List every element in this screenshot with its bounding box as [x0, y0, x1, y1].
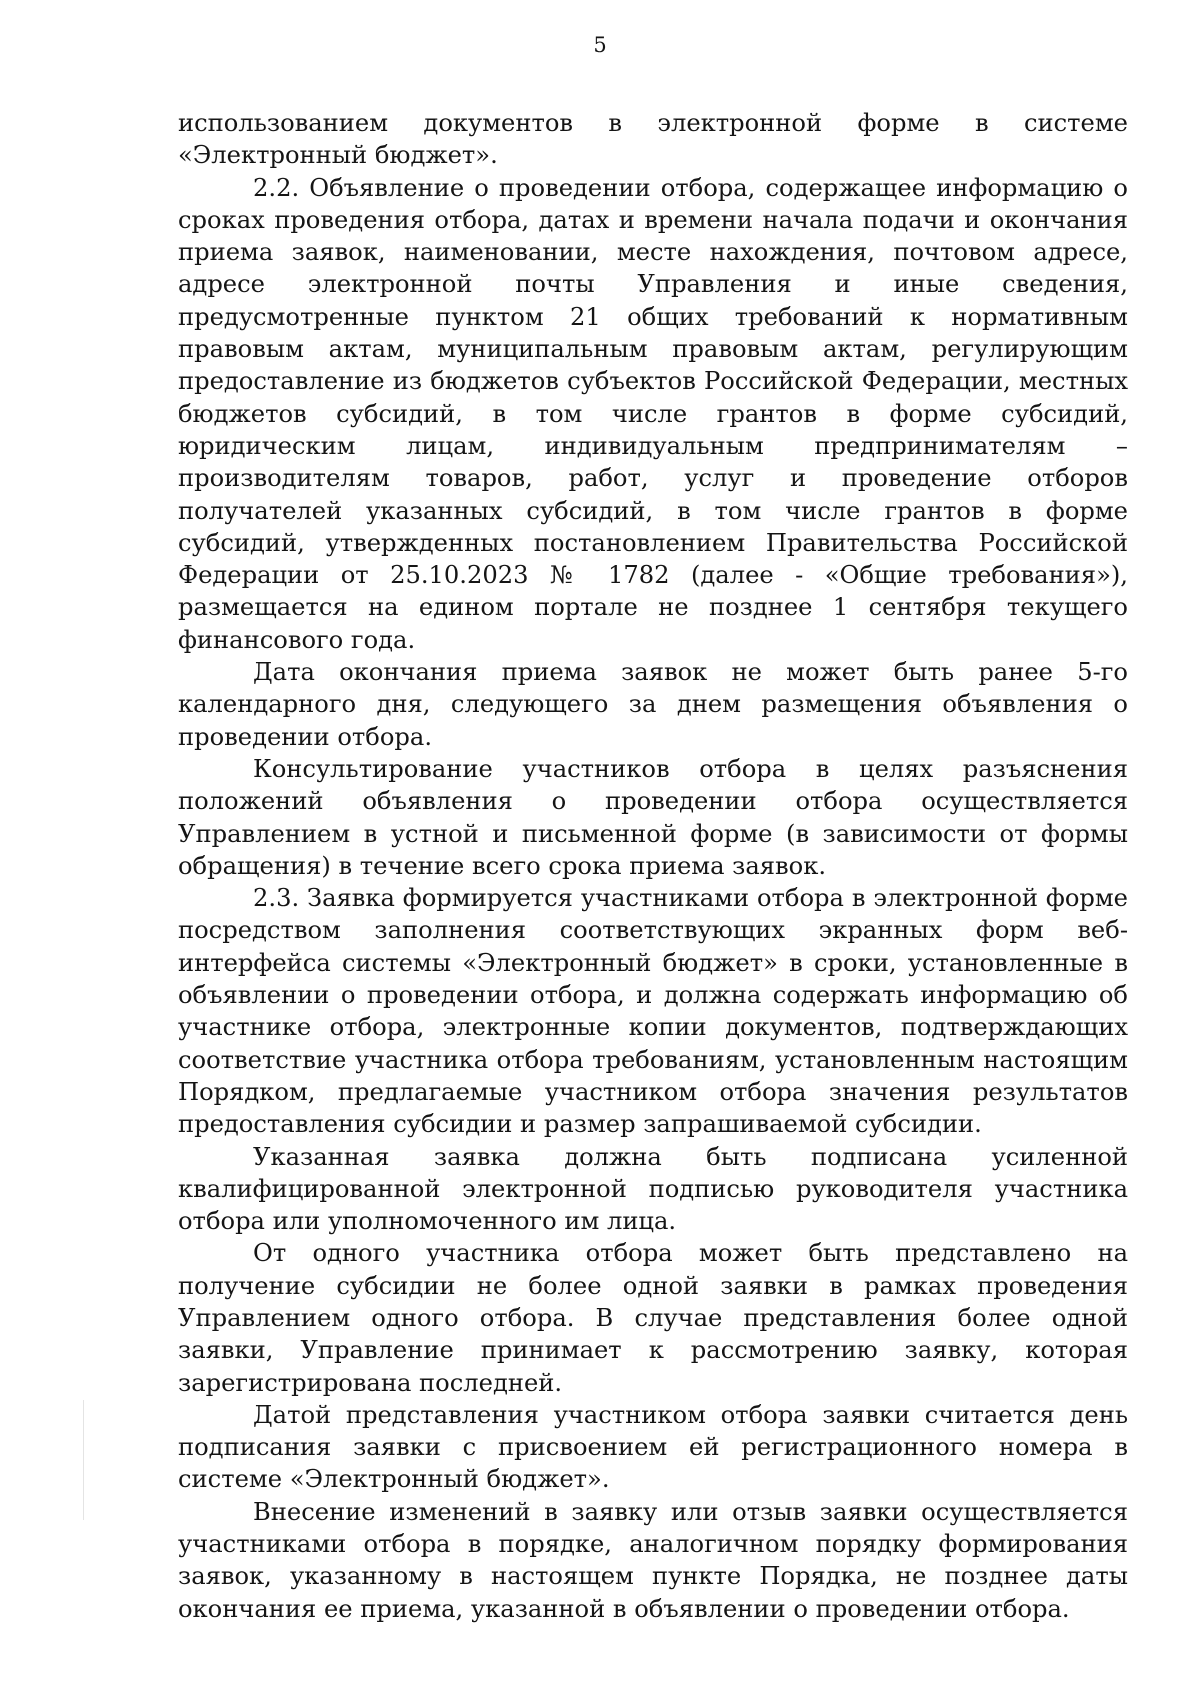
document-body — [178, 107, 1128, 1625]
paragraph-signature: Указанная заявка должна быть подписана усиленной квалифицированной электронной подписью руководителя участника отбора или уполномоченного им лица. — [178, 1142, 1128, 1236]
paragraph-2-3-application: 2.3. Заявка формируется участниками отбора в электронной форме посредством заполнения соответствующих экранных форм веб-интерфейса системы «Электронный бюджет» в сроки, установленные в объявлении о проведении отбора, и должна содержать информацию об участнике отбора, электронные копии документов, подтверждающих соответствие участника отбора требованиям, установленным настоящим Порядком, предлагаемые участником отбора значения результатов предоставления субсидии и размер запрашиваемой субсидии. — [178, 884, 1128, 1139]
page-number: 5 — [593, 33, 607, 57]
paragraph-single-application: От одного участника отбора может быть представлено на получение субсидии не более одной заявки в рамках проведения Управлением одного отбора. В случае представления более одной заявки, Управление принимает к рассмотрению заявку, которая зарегистрирована последней. — [178, 1239, 1128, 1397]
scan-margin-mark — [83, 1400, 84, 1520]
paragraph-deadline: Дата окончания приема заявок не может быть ранее 5-го календарного дня, следующего за днем размещения объявления о проведении отбора. — [178, 658, 1128, 751]
paragraph-consulting: Консультирование участников отбора в целях разъяснения положений объявления о проведении отбора осуществляется Управлением в устной и письменной форме (в зависимости от формы обращения) в течение всего срока приема заявок. — [178, 754, 1128, 880]
paragraph-continuation: использованием документов в электронной форме в системе «Электронный бюджет». — [178, 109, 1128, 170]
paragraph-2-2-announcement: 2.2. Объявление о проведении отбора, содержащее информацию о сроках проведения отбора, датах и времени начала подачи и окончания приема заявок, наименовании, месте нахождения, почтовом адресе, адресе электронной почты Управления и иные сведения, предусмотренные пунктом 21 общих требований к нормативным правовым актам, муниципальным правовым актам, регулирующим предоставление из бюджетов субъектов Российской Федерации, местных бюджетов субсидий, в том числе грантов в форме субсидий, юридическим лицам, индивидуальным предпринимателям – производителям товаров, работ, услуг и проведение отборов получателей указанных субсидий, в том числе грантов в форме субсидий, утвержденных постановлением Правительства Российской Федерации от 25.10.2023 № 1782 (далее - «Общие требования»), размещается на едином портале не позднее 1 сентября текущего финансового года. — [178, 173, 1128, 654]
paragraph-changes-withdrawal: Внесение изменений в заявку или отзыв заявки осуществляется участниками отбора в порядке, аналогичном порядку формирования заявок, указанному в настоящем пункте Порядка, не позднее даты окончания ее приема, указанной в объявлении о проведении отбора. — [178, 1497, 1128, 1623]
paragraph-submission-date: Датой представления участником отбора заявки считается день подписания заявки с присвоением ей регистрационного номера в системе «Электронный бюджет». — [178, 1400, 1128, 1494]
